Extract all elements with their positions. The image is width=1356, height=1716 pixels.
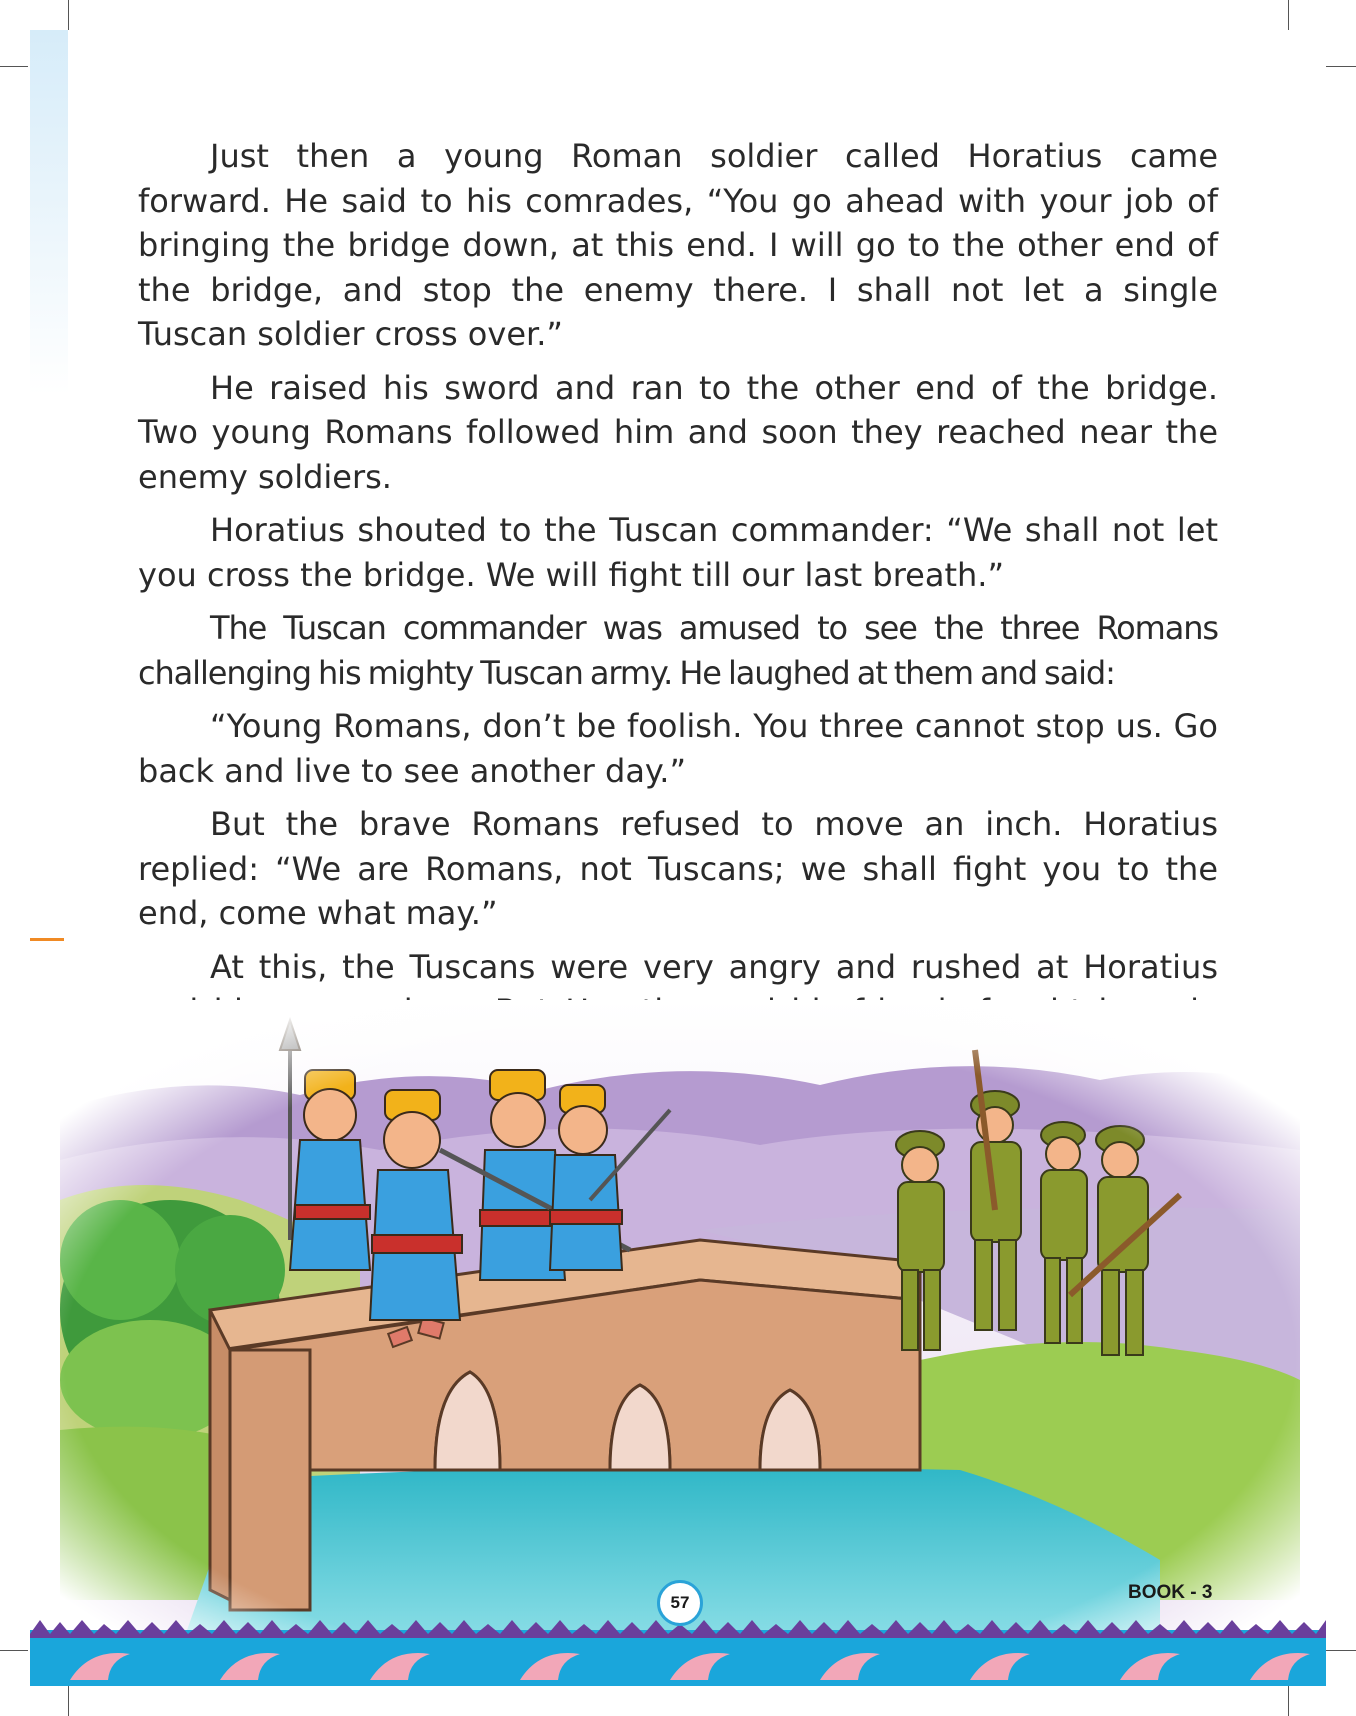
crop-mark <box>1288 1686 1289 1716</box>
crop-mark <box>1326 1650 1356 1651</box>
paragraph-6: But the brave Romans refused to move an inch. Horatius replied: “We are Romans, not Tuscans; we shall fight you to the end, come what may.” <box>138 805 1218 932</box>
paragraph-4: The Tuscan commander was amused to see the three Romans challenging his mighty Tuscan army. He laughed at them and said: <box>138 609 1218 692</box>
paragraph-3: Horatius shouted to the Tuscan commander: “We shall not let you cross the bridge. We will fight till our last breath.” <box>138 511 1218 594</box>
paragraph-2: He raised his sword and ran to the other end of the bridge. Two young Romans followed him and soon they reached near the enemy soldiers. <box>138 368 1218 496</box>
paragraph-1: Just then a young Roman soldier called Horatius came forward. He said to his comrades, “You go ahead with your job of bringing the bridge down, at this end. I will go to the other end of the bridge, and stop the enemy there. I shall not let a single Tuscan soldier cross over.” <box>138 137 1218 353</box>
crop-mark <box>68 1686 69 1716</box>
paragraph-7: At this, the Tuscans were very angry and rushed at Horatius <box>210 947 1218 986</box>
crop-mark <box>1326 66 1356 67</box>
footer-decoration <box>30 1620 1326 1686</box>
page-number: 57 <box>657 1580 703 1626</box>
crop-mark <box>0 66 28 67</box>
book-label: BOOK - 3 <box>1128 1582 1213 1603</box>
crop-mark <box>0 1650 28 1651</box>
paragraph-5: “Young Romans, don’t be foolish. You three cannot stop us. Go back and live to see another day.” <box>138 707 1218 790</box>
story-text <box>138 134 1218 1132</box>
crop-mark <box>1288 0 1289 30</box>
crop-mark <box>68 0 69 30</box>
bridge-battle-illustration <box>60 1000 1300 1650</box>
margin-marker <box>30 938 64 941</box>
